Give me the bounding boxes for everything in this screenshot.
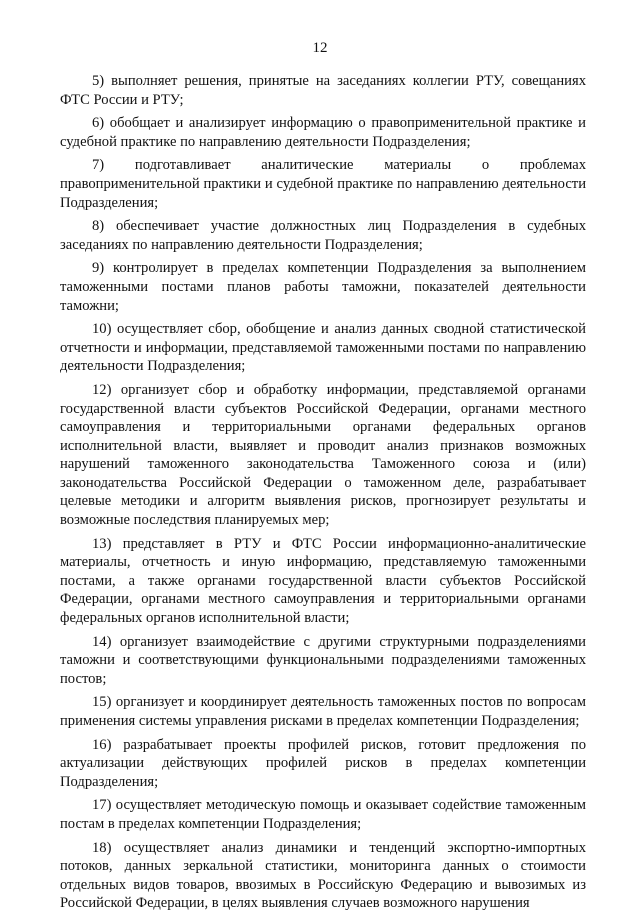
list-item: 6) обобщает и анализирует информацию о правоприменительной практике и судебной практике по направлению деятельности Подразделения;: [60, 115, 586, 150]
list-item: 16) разрабатывает проекты профилей рисков, готовит предложения по актуализации действующих профилей рисков в пределах компетенции Подразделения;: [60, 736, 586, 790]
document-body: [60, 72, 586, 918]
list-item: 15) организует и координирует деятельность таможенных постов по вопросам применения системы управления рисками в пределах компетенции Подразделения;: [60, 694, 586, 729]
list-item: 9) контролирует в пределах компетенции Подразделения за выполнением таможенными постами планов работы таможни, показателей деятельности таможни;: [60, 260, 586, 314]
list-item: 7) подготавливает аналитические материалы о проблемах правоприменительной практики и судебной практике по направлению деятельности Подразделения;: [60, 157, 586, 211]
page-number: 12: [312, 40, 328, 56]
list-item: 8) обеспечивает участие должностных лиц Подразделения в судебных заседаниях по направлению деятельности Подразделения;: [60, 218, 586, 253]
list-item: 10) осуществляет сбор, обобщение и анализ данных сводной статистической отчетности и информации, представляемой таможенными постами по направлению деятельности Подразделения;: [60, 321, 586, 375]
list-item: 18) осуществляет анализ динамики и тенденций экспортно-импортных потоков, данных зеркальной статистики, мониторинга данных о стоимости отдельных видов товаров, ввозимых в Российскую Федерацию и вывозимых из Российской Федерации, в целях выявления случаев возможного нарушения: [60, 839, 586, 912]
list-item: 5) выполняет решения, принятые на заседаниях коллегии РТУ, совещаниях ФТС России и РТУ;: [60, 73, 586, 108]
list-item: 12) организует сбор и обработку информации, представляемой органами государственной власти субъектов Российской Федерации, органами местного самоуправления и территориальными органами федеральных органов исполнительной власти, выявляет и проводит анализ признаков возможных нарушений таможенного законодательства Таможенного союза и (или) законодательства Российской Федерации о таможенном деле, разрабатывает целевые методики и алгоритм выявления рисков, прогнозирует результаты и возможные последствия планируемых мер;: [60, 381, 586, 529]
list-item: 14) организует взаимодействие с другими структурными подразделениями таможни и соответствующими функциональными подразделениями таможенных постов;: [60, 633, 586, 687]
list-item: 13) представляет в РТУ и ФТС России информационно-аналитические материалы, отчетность и иную информацию, представляемую таможенными постами, а также органами государственной власти субъектов Российской Федерации, органами местного самоуправления и территориальными органами федеральных органов исполнительной власти;: [60, 535, 586, 627]
list-item: 17) осуществляет методическую помощь и оказывает содействие таможенным постам в пределах компетенции Подразделения;: [60, 797, 586, 832]
